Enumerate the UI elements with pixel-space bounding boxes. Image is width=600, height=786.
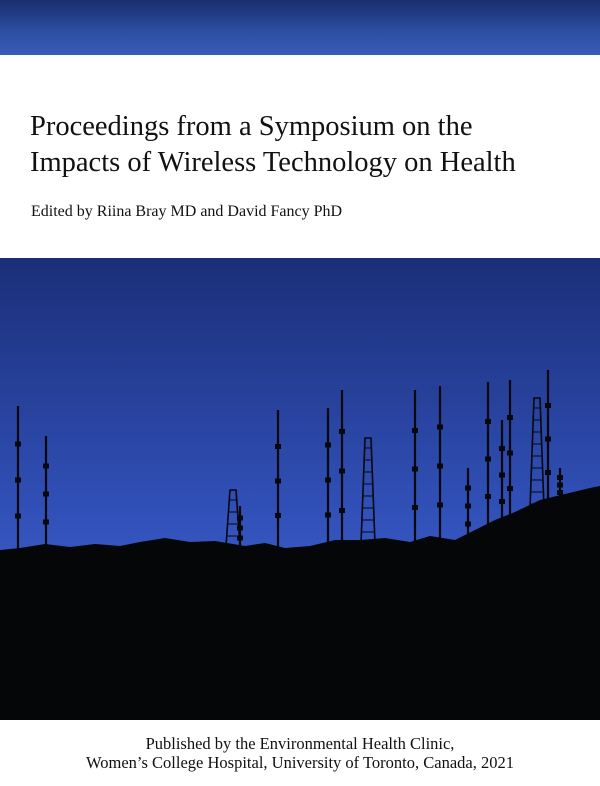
antenna-hill-illustration — [0, 258, 600, 720]
publisher-footer — [0, 720, 600, 786]
cover-photo — [0, 258, 600, 720]
publisher-line-2: Women’s College Hospital, University of Toronto, Canada, 2021 — [86, 753, 514, 772]
top-sky-band — [0, 0, 600, 55]
cover-title-line-2: Impacts of Wireless Technology on Health — [30, 147, 516, 178]
editors-line: Edited by Riina Bray MD and David Fancy PhD — [31, 203, 343, 220]
title-area — [0, 55, 600, 258]
cover-title — [30, 109, 590, 181]
cover-title-line-1: Proceedings from a Symposium on the — [30, 111, 473, 142]
publisher-line-1: Published by the Environmental Health Clinic, — [145, 734, 455, 753]
